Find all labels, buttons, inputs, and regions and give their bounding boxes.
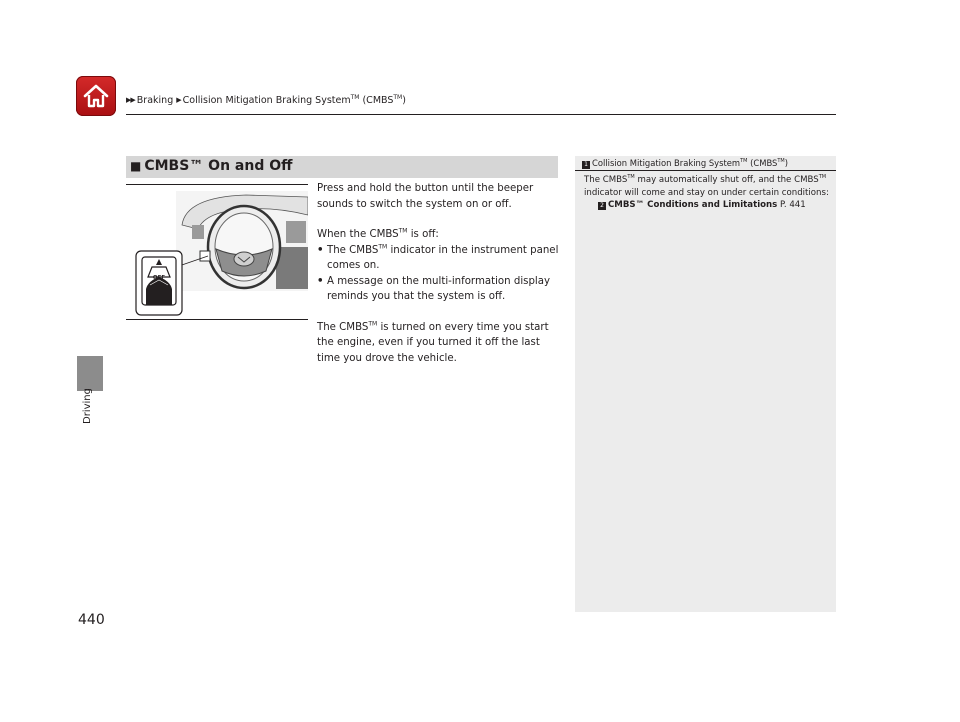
breadcrumb-arrow-icon: ▶ <box>176 96 181 105</box>
section-heading-text: CMBS™ On and Off <box>144 158 293 174</box>
home-icon <box>81 81 111 111</box>
chapter-tab[interactable] <box>77 356 103 391</box>
button-off-label: OFF <box>152 275 166 281</box>
bullet-icon: • <box>317 275 324 287</box>
header-divider <box>126 114 836 115</box>
bullet-icon: • <box>317 244 324 256</box>
breadcrumb-item-braking[interactable]: Braking <box>136 95 174 107</box>
note-divider <box>575 170 836 171</box>
note-paragraph: The CMBS™ may automatically shut off, and the CMBS™ indicator will come and stay on under certain conditions: <box>584 174 829 198</box>
note-title: 1 Collision Mitigation Braking System™ (CMBS™) <box>582 158 788 169</box>
dashboard-illustration <box>126 184 308 320</box>
body-paragraph: Press and hold the button until the beeper sounds to switch the system on or off. <box>317 183 534 210</box>
note-panel <box>575 156 836 612</box>
bullet-item: • A message on the multi-information display reminds you that the system is off. <box>317 274 562 305</box>
note-marker-icon: 1 <box>582 161 590 169</box>
reference-arrow-icon: 2 <box>598 202 606 210</box>
body-text <box>317 181 562 366</box>
cross-reference-link[interactable]: 2 CMBS™ Conditions and Limitations P. 441 <box>584 199 832 212</box>
bullet-item: • The CMBS™ indicator in the instrument panel comes on. <box>317 243 562 274</box>
chapter-label: Driving <box>82 388 93 424</box>
body-paragraph: The CMBS™ is turned on every time you start the engine, even if you turned it off the last time you drove the vehicle. <box>317 320 549 364</box>
section-heading <box>130 158 292 174</box>
page-number: 440 <box>78 612 105 628</box>
body-paragraph: When the CMBS™ is off: <box>317 227 439 240</box>
breadcrumb <box>126 94 406 106</box>
section-marker-icon: ■ <box>130 159 142 173</box>
breadcrumb-arrow-icon: ▶▶ <box>126 96 135 105</box>
breadcrumb-item-cmbs[interactable]: Collision Mitigation Braking System™ (CMBS™) <box>182 94 406 107</box>
steering-wheel-illustration <box>126 185 308 319</box>
home-button[interactable] <box>76 76 116 116</box>
note-text <box>584 174 832 212</box>
